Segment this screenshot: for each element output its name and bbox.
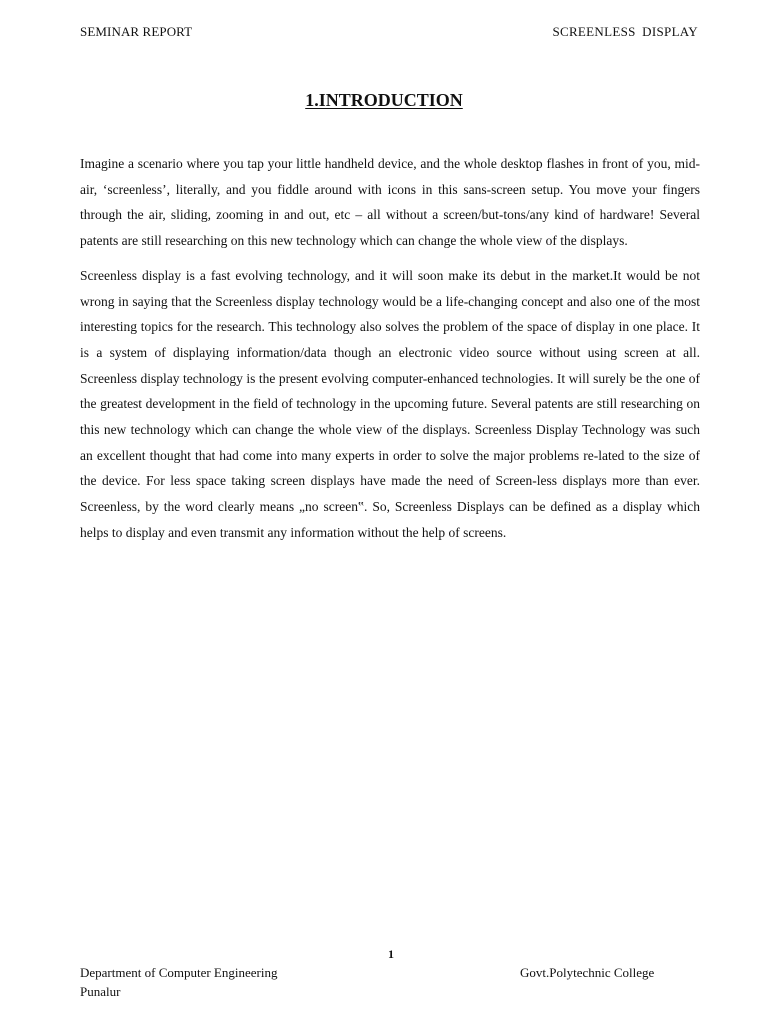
section-title: 1.INTRODUCTION [305,90,463,110]
running-header-right: SCREENLESS DISPLAY [552,24,698,39]
footer-left [80,963,277,1001]
paragraph-2: Screenless display is a fast evolving technology, and it will soon make its debut in the market.It would be not wrong in saying that the Screenless display technology would be a life-changing concept and also one of the most interesting topics for the research. This technology also solves the problem of the space of display in one place. It is a system of displaying information/data though an electronic video source without using screen at all. Screenless display technology is the present evolving computer-enhanced technologies. It will surely be the one of the greatest development in the field of technology in the upcoming future. Several patents are still researching on this new technology which can change the whole view of the displays. Screenless Display Technology was such an excellent thought that had come into many experts in order to solve the major problems re-lated to the size of the device. For less space taking screen displays have made the need of Screen-less displays more than ever. Screenless, by the word clearly means „no screen‟. So, Screenless Displays can be defined as a display which helps to display and even transmit any information without the help of screens. [80,267,700,540]
page-number: 1 [388,947,394,961]
footer-department: Department of Computer Engineering [80,965,278,980]
paragraph-1: Imagine a scenario where you tap your little handheld device, and the whole desktop flashes in front of you, mid-air, ‘screenless’, literally, and you fiddle around with icons in this sans-screen setup. You move your fingers through the air, sliding, zooming in and out, etc – all without a screen/but-tons/any kind of hardware! Several patents are still researching on this new technology which can change the whole view of the displays. [80,156,700,249]
footer-location: Punalur [80,984,121,999]
body-text [80,151,700,555]
footer-college: Govt.Polytechnic College [520,965,655,980]
running-header-left: SEMINAR REPORT [80,24,193,39]
